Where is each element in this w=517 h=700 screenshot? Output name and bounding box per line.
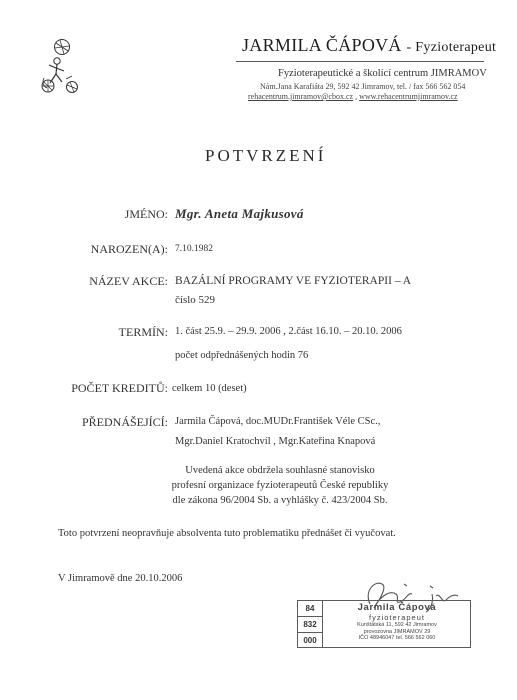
stamp-name: Jarmila Čápová — [357, 602, 437, 613]
birthdate-value: 7.10.1982 — [175, 244, 213, 254]
figure-with-ball-logo-icon — [38, 38, 82, 96]
stamp-codes — [298, 601, 323, 647]
credits-label: POČET KREDITŮ: — [71, 381, 168, 395]
header-divider — [236, 61, 484, 62]
approval-note-line1: Uvedená akce obdržela souhlasné stanovisko — [185, 465, 375, 476]
course-number-value: číslo 529 — [175, 294, 216, 306]
lecturers-label: PŘEDNÁŠEJÍCÍ: — [81, 415, 168, 429]
disclaimer: Toto potvrzení neopravňuje absolventa tuto problematiku přednášet či vyučovat. — [58, 528, 396, 539]
stamp-role: fyzioterapeut — [369, 613, 425, 622]
header-address: Nám.Jana Karafiáta 29, 592 42 Jimramov, tel. / fax 566 562 054 — [260, 82, 466, 91]
name-label: JMÉNO: — [124, 207, 168, 221]
header-name-text: JARMILA ČÁPOVÁ — [242, 35, 402, 55]
course-name-label: NÁZEV AKCE: — [89, 274, 168, 288]
course-name-value: BAZÁLNÍ PROGRAMY VE FYZIOTERAPII – A — [175, 275, 412, 287]
lecturers-value-line1: Jarmila Čápová, doc.MUDr.František Véle CSc., — [175, 416, 381, 427]
stamp-body — [326, 602, 468, 642]
term-value: 1. část 25.9. – 29.9. 2006 , 2.část 16.10. – 20.10. 2006 — [175, 326, 402, 337]
header-name — [242, 35, 496, 56]
stamp-address: Kunštátská 11, 592 42 Jimramov — [357, 622, 437, 628]
header-role: - Fyzioterapeut — [406, 40, 497, 55]
stamp-code: 000 — [303, 636, 317, 645]
header-web-link[interactable]: www.rehacentrumjimramov.cz — [359, 92, 458, 101]
lecturers-value-line2: Mgr.Daniel Kratochvíl , Mgr.Kateřina Knapová — [175, 436, 376, 447]
birthdate-label: NAROZEN(A): — [90, 242, 168, 256]
credits-value: celkem 10 (deset) — [172, 383, 247, 394]
approval-note-line3: dle zákona 96/2004 Sb. a vyhlášky č. 423/2004 Sb. — [172, 495, 388, 506]
document-title: POTVRZENÍ — [205, 146, 327, 165]
stamp-code: 84 — [298, 601, 322, 617]
approval-note-line2: profesní organizace fyzioterapeutů České republiky — [171, 480, 389, 491]
name-value: Mgr. Aneta Majkusová — [175, 206, 304, 221]
stamp-branch: provozovna JIMRAMOV 29 — [363, 628, 431, 635]
header-contact-separator: , — [353, 92, 360, 101]
header-contacts — [248, 92, 458, 101]
stamp-code: 832 — [298, 617, 322, 633]
hours-value: počet odpřednášených hodin 76 — [175, 350, 309, 361]
term-label: TERMÍN: — [118, 325, 168, 339]
stamp-ids: IČO 48946047 tel. 566 562 060 — [358, 635, 436, 641]
official-stamp — [297, 600, 471, 648]
place-and-date: V Jimramově dne 20.10.2006 — [58, 573, 183, 584]
header-email-link[interactable]: rehacentrum.jimramov@cbox.cz — [248, 92, 354, 101]
header-center-name: Fyzioterapeutické a školící centrum JIMRAMOV — [278, 68, 487, 79]
